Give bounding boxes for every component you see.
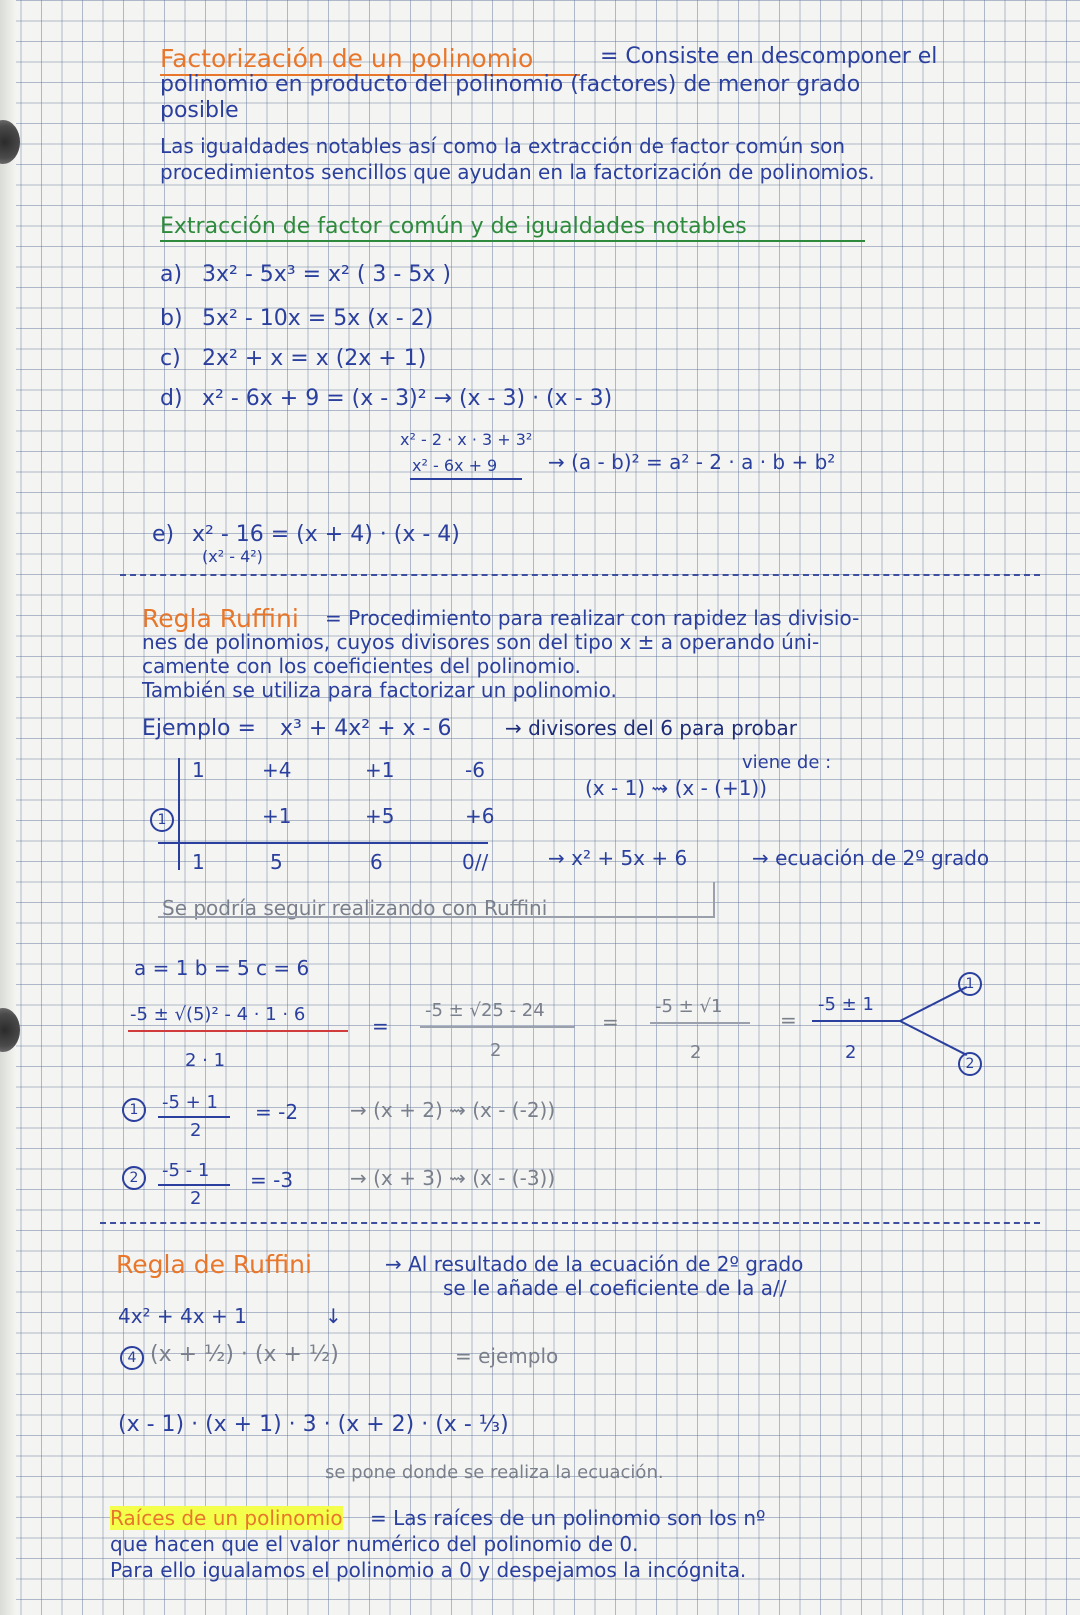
item-a-label: a) (160, 262, 183, 287)
section-separator (120, 574, 1040, 576)
example-label: Ejemplo = (142, 716, 256, 741)
step4-fraction-bar (812, 1020, 900, 1022)
root2-value: = -3 (250, 1168, 294, 1192)
item-c-label: c) (160, 346, 181, 371)
formula-fraction-bar (128, 1030, 348, 1032)
ruffini-def-1: = Procedimiento para realizar con rapidez las divisio- (325, 606, 860, 630)
section4-text-1: = Las raíces de un polinomio son los nº (370, 1506, 766, 1530)
section4-text-3: Para ello igualamos el polinomio a 0 y despejamos la incógnita. (110, 1558, 747, 1582)
item-d-identity: → (a - b)² = a² - 2 · a · b + b² (548, 450, 836, 474)
ruffini-divisor: 1 (150, 808, 174, 832)
section-separator (100, 1222, 1040, 1224)
section3-arrow: ↓ (325, 1304, 342, 1328)
item-e-expr: x² - 16 = (x + 4) · (x - 4) (192, 522, 460, 547)
ruffini-vertical-bar (178, 758, 180, 870)
intro-paragraph-2: procedimientos sencillos que ayudan en la factorización de polinomios. (160, 160, 875, 184)
item-b-label: b) (160, 306, 183, 331)
item-d-work-2: x² - 6x + 9 (412, 456, 498, 475)
section3-line2-note: se pone donde se realiza la ecuación. (325, 1462, 664, 1483)
example-note: → divisores del 6 para probar (505, 716, 797, 740)
ruffini-row1-cell: -6 (465, 758, 485, 782)
ruffini-row3-cell: 6 (370, 850, 383, 874)
binder-hole (0, 120, 20, 164)
step2-fraction-bar (420, 1026, 575, 1028)
root1-circle: 1 (122, 1098, 146, 1122)
page-edge (0, 0, 16, 1615)
section3-example-word: = ejemplo (455, 1344, 559, 1368)
section4-title (110, 1506, 343, 1530)
factor-note-head: viene de : (742, 752, 832, 773)
root2-fraction-bar (158, 1184, 230, 1186)
branch-line (900, 986, 968, 1022)
root2-denominator: 2 (190, 1188, 202, 1209)
quotient-note: → ecuación de 2º grado (752, 846, 990, 870)
step4-denominator: 2 (845, 1042, 857, 1063)
work-underline (410, 478, 522, 480)
item-c-expr: 2x² + x = x (2x + 1) (202, 346, 427, 371)
ruffini-row2-cell: +6 (465, 804, 495, 828)
section3-factored: (x + ½) · (x + ½) (150, 1342, 339, 1367)
ruffini-row2-cell: +1 (262, 804, 292, 828)
section3-line2: (x - 1) · (x + 1) · 3 · (x + 2) · (x - ⅓) (118, 1412, 509, 1437)
could-continue-note: Se podría seguir realizando con Ruffini (162, 896, 548, 920)
step4-numerator: -5 ± 1 (818, 994, 874, 1015)
section4-text-2: que hacen que el valor numérico del polinomio de 0. (110, 1532, 639, 1556)
step3-fraction-bar (650, 1022, 750, 1024)
ruffini-horizontal-bar (158, 842, 488, 844)
section3-note-2: se le añade el coeficiente de la a// (443, 1276, 787, 1300)
branch-circle-1: 1 (958, 972, 982, 996)
equals-sign: = (372, 1014, 389, 1038)
step2-numerator: -5 ± √25 - 24 (425, 1000, 545, 1021)
ruffini-title: Regla Ruffini (142, 604, 299, 633)
section3-note-1: → Al resultado de la ecuación de 2º grado (385, 1252, 804, 1276)
ruffini-def-3: camente con los coeficientes del polinomio. (142, 654, 581, 678)
formula-numerator: -5 ± √(5)² - 4 · 1 · 6 (130, 1004, 306, 1025)
root1-factor: → (x + 2) ⇝ (x - (-2)) (350, 1098, 556, 1122)
root1-value: = -2 (255, 1100, 299, 1124)
factor-note-1: (x - 1) ⇝ (x - (+1)) (585, 776, 768, 800)
abc-values: a = 1 b = 5 c = 6 (134, 956, 310, 980)
ruffini-row1-cell: 1 (192, 758, 205, 782)
intro-paragraph-1: Las igualdades notables así como la extracción de factor común son (160, 134, 846, 158)
formula-denominator: 2 · 1 (185, 1050, 226, 1071)
binder-hole (0, 1008, 20, 1052)
ruffini-row3-cell: 1 (192, 850, 205, 874)
ruffini-row3-cell: 5 (270, 850, 283, 874)
section3-poly: 4x² + 4x + 1 (118, 1304, 247, 1328)
ruffini-row3-cell: 0// (462, 850, 489, 874)
quotient: → x² + 5x + 6 (548, 846, 688, 870)
ruffini-row1-cell: +4 (262, 758, 292, 782)
root1-numerator: -5 + 1 (162, 1092, 218, 1113)
intro-definition-3: posible (160, 98, 239, 123)
branch-circle-2: 2 (958, 1052, 982, 1076)
intro-title: Factorización de un polinomio (160, 44, 534, 73)
item-a-expr: 3x² - 5x³ = x² ( 3 - 5x ) (202, 262, 451, 287)
equals-sign: = (602, 1010, 619, 1034)
ruffini-row1-cell: +1 (365, 758, 395, 782)
section1-underline (160, 240, 865, 242)
ruffini-def-4: También se utiliza para factorizar un polinomio. (142, 678, 617, 702)
item-d-expr: x² - 6x + 9 = (x - 3)² → (x - 3) · (x - 3) (202, 386, 613, 411)
section1-heading: Extracción de factor común y de igualdades notables (160, 214, 747, 239)
step3-numerator: -5 ± √1 (655, 996, 723, 1017)
root2-numerator: -5 - 1 (162, 1160, 210, 1181)
intro-definition-1: = Consiste en descomponer el (600, 44, 938, 69)
section3-title: Regla de Ruffini (116, 1250, 312, 1279)
root2-factor: → (x + 3) ⇝ (x - (-3)) (350, 1166, 556, 1190)
note-box (158, 882, 715, 918)
section4-title-highlight: Raíces de un polinomio (110, 1506, 343, 1530)
step3-denominator: 2 (690, 1042, 702, 1063)
equals-sign: = (780, 1008, 797, 1032)
step2-denominator: 2 (490, 1040, 502, 1061)
item-d-label: d) (160, 386, 183, 411)
coefficient-circle: 4 (120, 1346, 144, 1370)
ruffini-def-2: nes de polinomios, cuyos divisores son del tipo x ± a operando úni- (142, 630, 820, 654)
root1-fraction-bar (158, 1116, 230, 1118)
item-e-label: e) (152, 522, 175, 547)
item-e-note: (x² - 4²) (202, 547, 263, 566)
ruffini-row2-cell: +5 (365, 804, 395, 828)
root1-denominator: 2 (190, 1120, 202, 1141)
item-d-work-1: x² - 2 · x · 3 + 3² (400, 430, 533, 449)
item-b-expr: 5x² - 10x = 5x (x - 2) (202, 306, 434, 331)
intro-definition-2: polinomio en producto del polinomio (factores) de menor grado (160, 72, 861, 97)
example-expr: x³ + 4x² + x - 6 (280, 716, 452, 741)
root2-circle: 2 (122, 1166, 146, 1190)
branch-line (900, 1020, 968, 1056)
